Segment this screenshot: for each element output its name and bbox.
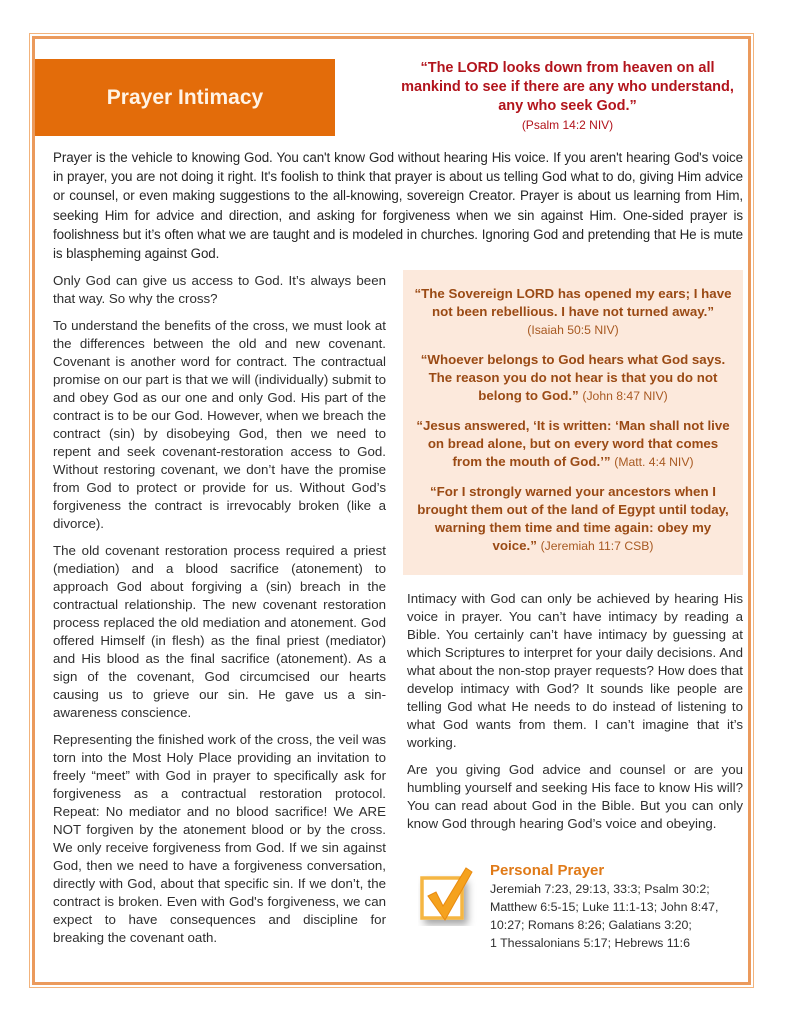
right-paragraph: Intimacy with God can only be achieved by hearing His voice in prayer. You can’t have intimacy by reading a Bible. You certainly can’t have intimacy by guessing at which Scriptures to interpret for your daily decisions. And what about the non-stop prayer requests? How does that develop intimacy with God? It sounds like people are telling God what He needs to do instead of listening to what God wants from them. I can’t imagine that it’s working. [407, 591, 743, 750]
reference-line: Matthew 6:5-15; Luke 11:1-13; John 8:47, [490, 900, 719, 914]
reference-line: 10:27; Romans 8:26; Galatians 3:20; [490, 918, 692, 932]
header-scripture-quote [395, 59, 740, 134]
left-paragraph: Only God can give us access to God. It’s always been that way. So why the cross? [53, 273, 386, 306]
right-paragraph: Are you giving God advice and counsel or are you humbling yourself and seeking His face to know His will? You can read about God in the Bible. But you can only know God through hearing God’s voice and obeying. [407, 762, 743, 831]
header-quote-text: “The LORD looks down from heaven on all mankind to see if there are any who understand, any who seek God.” [401, 60, 734, 114]
personal-prayer-text [490, 862, 750, 952]
panel-quote-reference: (John 8:47 NIV) [582, 389, 668, 403]
left-paragraph: The old covenant restoration process required a priest (mediation) and a blood sacrifice (atonement) to approach God about forgiving a (sin) breach in the contractual relationship. The new covenant restoration process replaced the old mediation and atonement. God offered Himself (in flesh) as the final priest (mediator) and His blood as the final sacrifice (atonement). As a sign of the covenant, God circumcised our hearts causing us to grieve our sin. He gave us a sin-awareness conscience. [53, 543, 386, 720]
title-banner [35, 59, 335, 136]
panel-quote-reference: (Matt. 4:4 NIV) [614, 455, 694, 469]
personal-prayer-title: Personal Prayer [490, 862, 605, 879]
right-column [407, 590, 743, 842]
intro-paragraph: Prayer is the vehicle to knowing God. You can't know God without hearing His voice. If you aren't hearing God's voice in prayer, you are not doing it right. It's foolish to think that prayer is about us telling God what to do, giving Him advice or counsel, or even making suggestions to the all-knowing, sovereign Creator. Prayer is about us learning from Him, seeking Him for advice and direction, and asking for forgiveness when we sin against Him. One-sided prayer is foolishness but it’s often what we are taught and is modeled in churches. Ignoring God and pretending that He is mute is blaspheming against God. [53, 150, 743, 262]
panel-quote [413, 285, 733, 339]
panel-quote-text: “Jesus answered, ‘It is written: ‘Man shall not live on bread alone, but on every word that comes from the mouth of God.’” [416, 418, 730, 469]
panel-quote-text: “For I strongly warned your ancestors when I brought them out of the land of Egypt until today, warning them time and time again: obey my voice.” [417, 484, 729, 553]
left-paragraph: To understand the benefits of the cross, we must look at the differences between the old and new covenant. Covenant is another word for contract. The contractual promise on our part is that we will (individually) submit to and obey God as our one and only God. His part of the contract is to be our God. However, when we breach the contract (sin) by disobeying God, then we need to repent and seek covenant-restoration access to God. Without restoring covenant, we don’t have the promise from God to protect or provide for us. Without God’s forgiveness the contract is irrevocably broken (like a divorce). [53, 318, 386, 531]
panel-quote [413, 351, 733, 405]
scripture-references [490, 880, 750, 952]
page-title: Prayer Intimacy [106, 85, 264, 109]
panel-quote-reference: (Isaiah 50:5 NIV) [527, 323, 619, 337]
header-quote-reference: (Psalm 14:2 NIV) [521, 118, 614, 132]
panel-quote-reference: (Jeremiah 11:7 CSB) [540, 539, 654, 553]
checkbox-check-icon [418, 864, 480, 926]
panel-quote [413, 417, 733, 471]
left-column [53, 272, 386, 956]
reference-line: Jeremiah 7:23, 29:13, 33:3; Psalm 30:2; [490, 882, 710, 896]
panel-quote-text: “Whoever belongs to God hears what God says. The reason you do not hear is that you do not belong to God.” [420, 352, 726, 403]
reference-line: 1 Thessalonians 5:17; Hebrews 11:6 [490, 936, 690, 950]
left-paragraph: Representing the finished work of the cross, the veil was torn into the Most Holy Place providing an invitation to freely “meet” with God in prayer to specifically ask for forgiveness as a contractual restoration protocol. Repeat: No mediator and no blood sacrifice! We ARE NOT forgiven by the atonement blood or by the cross. We only receive forgiveness from God. If we sin against God, then we need to have a forgiveness conversation, directly with God, about that specific sin. If we don’t, the contract is broken. Even with God's forgiveness, we can expect to have consequences and discipline for breaking the covenant oath. [53, 732, 386, 945]
panel-quote-text: “The Sovereign LORD has opened my ears; I have not been rebellious. I have not turned away.” [414, 286, 732, 319]
panel-quote [413, 483, 733, 555]
scripture-quote-panel [403, 270, 743, 575]
